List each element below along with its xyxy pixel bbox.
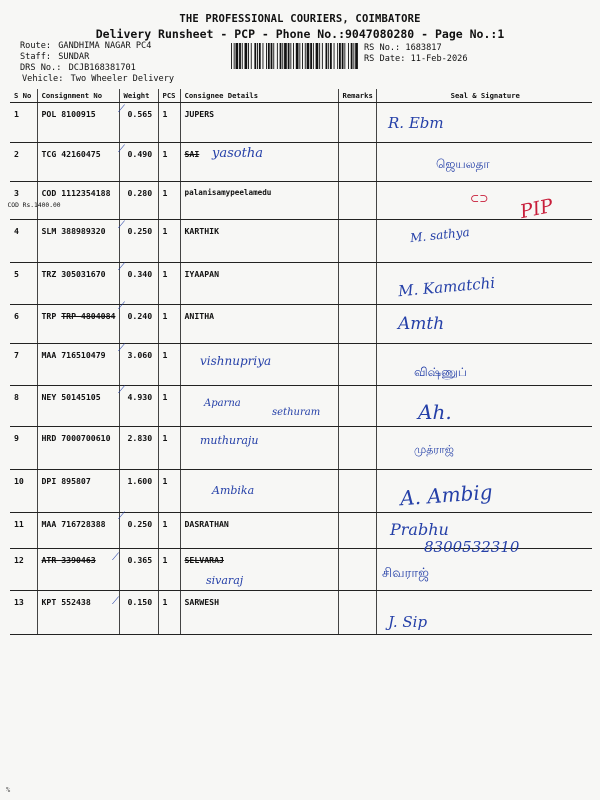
weight-cell: 1.600 — [119, 470, 158, 513]
signature-row-4: M. sathya — [409, 224, 471, 246]
consignment-cell — [7, 182, 119, 220]
signature-row-2: ஜெயலதா — [436, 157, 490, 171]
consignee-cell: JUPERS — [180, 103, 338, 143]
barcode-bar — [319, 43, 320, 69]
consignee-cell: KARTHIK — [180, 220, 338, 263]
barcode-bar — [305, 43, 306, 69]
check-mark-icon: ⟋ — [118, 262, 125, 273]
rs-date-line — [364, 54, 468, 64]
vehicle-value: Two Wheeler Delivery — [70, 74, 175, 84]
weight-cell: 0.280 — [119, 182, 158, 220]
consignment-struck: TRP 4804084 — [61, 311, 116, 321]
barcode-bar — [348, 43, 349, 69]
barcode-bar — [339, 43, 341, 69]
scribble-row-3: ⊂⊃ — [470, 192, 489, 205]
consignee-cell: palanisamypeelamedu — [180, 182, 338, 220]
signature-row-11: Prabhu — [390, 520, 449, 539]
barcode-bar — [290, 43, 291, 69]
barcode-bar — [342, 43, 344, 69]
barcode-bar — [251, 43, 252, 69]
consignee-cell — [180, 427, 338, 470]
sno-cell: 5 — [10, 263, 37, 305]
sno-cell: 12 — [10, 549, 37, 591]
table-row — [10, 263, 592, 305]
col-signature: Seal & Signature — [376, 89, 592, 103]
sno-cell: 9 — [10, 427, 37, 470]
drs-value: DCJB168381701 — [68, 63, 136, 73]
col-weight: Weight — [119, 89, 158, 103]
vehicle-line — [22, 74, 174, 84]
check-mark-icon: ⟋ — [118, 104, 125, 115]
remarks-cell — [338, 344, 376, 386]
check-mark-icon: ⟋ — [118, 511, 125, 522]
remarks-cell — [338, 513, 376, 549]
consignment-cell: ATR 3390463 — [37, 549, 119, 591]
sno-cell: 6 — [10, 305, 37, 344]
route-line — [20, 41, 151, 51]
handwritten-name-row-7: vishnupriya — [200, 354, 272, 368]
route-value: GANDHIMA NAGAR PC4 — [58, 41, 152, 51]
barcode-bar — [307, 43, 310, 69]
signature-row-12: சிவராஜ் — [382, 566, 429, 581]
barcode-bar — [326, 43, 328, 69]
weight-cell: 0.240 — [119, 305, 158, 344]
pcs-cell: 1 — [158, 182, 180, 220]
barcode-bar — [239, 43, 241, 69]
barcode-bar — [337, 43, 338, 69]
weight-cell: 0.365 — [119, 549, 158, 591]
barcode-bar — [334, 43, 335, 69]
signature-row-8: Ah. — [418, 400, 452, 424]
signature-row-5: M. Kamatchi — [397, 273, 496, 301]
weight-cell: 3.060 — [119, 344, 158, 386]
handwritten-phone-row-11: 8300532310 — [424, 538, 520, 556]
consignment-cell: SLM 388989320 — [37, 220, 119, 263]
handwritten-name-row-12: sivaraj — [206, 574, 244, 587]
consignment-cell — [37, 305, 119, 344]
consignment-cell: KPT 552438 — [37, 591, 119, 635]
weight-cell: 0.150 — [119, 591, 158, 635]
signature-row-7: விஷ்ணுப் — [414, 365, 467, 379]
check-mark-icon: ⟋ — [118, 385, 125, 396]
consignee-cell: DASRATHAN — [180, 513, 338, 549]
pcs-cell: 1 — [158, 305, 180, 344]
barcode-bar — [245, 43, 248, 69]
handwritten-name-row-10: Ambika — [212, 484, 255, 497]
check-mark-icon: ⟋ — [118, 301, 125, 312]
barcode-bar — [284, 43, 287, 69]
barcode-bar — [310, 43, 312, 69]
consignee-cell: SELVARAJ — [180, 549, 338, 591]
vehicle-label: Vehicle: — [22, 74, 64, 84]
barcode-bar — [257, 43, 258, 69]
pcs-cell: 1 — [158, 549, 180, 591]
barcode-bar — [234, 43, 235, 69]
remarks-cell — [338, 220, 376, 263]
col-consignee: Consignee Details — [180, 89, 338, 103]
barcode-bar — [330, 43, 332, 69]
consignment-cell: TCG 42160475 — [37, 143, 119, 182]
barcode-bar — [259, 43, 261, 69]
barcode-bar — [302, 43, 303, 69]
table-row — [10, 103, 592, 143]
barcode-bar — [344, 43, 345, 69]
barcode-bar — [277, 43, 278, 69]
pcs-cell: 1 — [158, 220, 180, 263]
remarks-cell — [338, 143, 376, 182]
barcode-bar — [355, 43, 358, 69]
handwritten-name-row-2: yasotha — [212, 146, 263, 161]
barcode-bar — [313, 43, 314, 69]
weight-cell: 0.340 — [119, 263, 158, 305]
table-row — [10, 386, 592, 427]
pcs-cell: 1 — [158, 470, 180, 513]
check-mark-icon: ⟋ — [112, 552, 119, 563]
route-label: Route: — [20, 41, 52, 51]
sno-cell: 3 — [10, 182, 37, 220]
sno-cell: 4 — [10, 220, 37, 263]
remarks-cell — [338, 470, 376, 513]
barcode-bar — [254, 43, 256, 69]
consignment-cell: MAA 716728388 — [37, 513, 119, 549]
pcs-cell: 1 — [158, 263, 180, 305]
pcs-cell: 1 — [158, 143, 180, 182]
pcs-cell: 1 — [158, 591, 180, 635]
staff-line — [20, 52, 89, 62]
col-consignment: Consignment No — [37, 89, 119, 103]
table-row — [10, 427, 592, 470]
drs-line — [20, 63, 136, 73]
consignee-cell: ANITHA — [180, 305, 338, 344]
barcode-bar — [263, 43, 264, 69]
barcode-bar — [231, 43, 232, 69]
remarks-cell — [338, 427, 376, 470]
barcode-bar — [280, 43, 282, 69]
col-sno: S No — [10, 89, 37, 103]
remarks-cell — [338, 386, 376, 427]
table-header-row — [10, 89, 592, 103]
barcode-bar — [288, 43, 290, 69]
weight-cell: 4.930 — [119, 386, 158, 427]
barcode-bar — [296, 43, 299, 69]
sno-cell: 8 — [10, 386, 37, 427]
signature-row-13: J. Sip — [388, 613, 428, 631]
barcode-bar — [353, 43, 354, 69]
barcode-bar — [328, 43, 329, 69]
consignee-cell: SAI — [180, 143, 338, 182]
check-mark-icon: ⟋ — [118, 220, 125, 231]
barcode-bar — [351, 43, 353, 69]
signature-row-10: A. Ambig — [399, 479, 494, 511]
staff-value: SUNDAR — [58, 52, 90, 62]
remarks-cell — [338, 182, 376, 220]
table-row — [10, 470, 592, 513]
table-row — [10, 182, 592, 220]
pcs-cell: 1 — [158, 513, 180, 549]
rs-date-label: RS Date: — [364, 54, 406, 64]
consignment-cell: HRD 7000700610 — [37, 427, 119, 470]
rs-no-value: 1683817 — [405, 43, 442, 53]
check-mark-icon: ⟋ — [118, 343, 125, 354]
sno-cell: 2 — [10, 143, 37, 182]
consignee-cell — [180, 470, 338, 513]
barcode-bar — [282, 43, 283, 69]
pcs-cell: 1 — [158, 386, 180, 427]
remarks-cell — [338, 591, 376, 635]
consignee-cell: IYAAPAN — [180, 263, 338, 305]
handwritten-name-row-9: muthuraju — [200, 434, 259, 447]
col-pcs: PCS — [158, 89, 180, 103]
barcode-bar — [273, 43, 274, 69]
weight-cell: 0.565 — [119, 103, 158, 143]
barcode — [230, 43, 358, 69]
barcode-bar — [271, 43, 273, 69]
pcs-cell: 1 — [158, 344, 180, 386]
barcode-bar — [248, 43, 249, 69]
barcode-bar — [316, 43, 319, 69]
weight-cell: 2.830 — [119, 427, 158, 470]
remarks-cell — [338, 549, 376, 591]
barcode-bar — [242, 43, 243, 69]
remarks-cell — [338, 263, 376, 305]
check-mark-icon: ⟋ — [112, 596, 119, 607]
rs-date-value: 11-Feb-2026 — [410, 54, 468, 64]
sno-cell: 13 — [10, 591, 37, 635]
table-row — [10, 220, 592, 263]
barcode-bar — [322, 43, 323, 69]
barcode-bar — [299, 43, 300, 69]
rs-no-label: RS No.: — [364, 43, 401, 53]
signature-row-9: முத்ராஜ் — [414, 443, 454, 456]
handwritten-name-row-8b: sethuram — [272, 407, 321, 418]
consignment-cell: DPI 895807 — [37, 470, 119, 513]
col-remarks: Remarks — [338, 89, 376, 103]
remarks-cell — [338, 103, 376, 143]
runsheet-title: Delivery Runsheet - PCP - Phone No.:9047080280 - Page No.:1 — [95, 27, 505, 41]
drs-label: DRS No.: — [20, 63, 62, 73]
staff-label: Staff: — [20, 52, 52, 62]
table-row — [10, 591, 592, 635]
consignment-cell: NEY 50145105 — [37, 386, 119, 427]
signature-cell — [376, 386, 592, 427]
check-mark-icon: ⟋ — [118, 144, 125, 155]
rs-no-line — [364, 43, 442, 53]
weight-cell: 0.250 — [119, 220, 158, 263]
sno-cell: 7 — [10, 344, 37, 386]
table-row — [10, 344, 592, 386]
weight-cell: 0.490 — [119, 143, 158, 182]
remarks-cell — [338, 305, 376, 344]
consignment-prefix: TRP — [41, 311, 62, 321]
signature-cell — [376, 427, 592, 470]
barcode-bar — [236, 43, 239, 69]
corner-mark: % — [6, 786, 11, 794]
signature-cell — [376, 220, 592, 263]
barcode-bar — [293, 43, 294, 69]
sno-cell: 10 — [10, 470, 37, 513]
handwritten-name-row-8a: Aparna — [204, 398, 241, 409]
barcode-bar — [266, 43, 267, 69]
signature-row-1: R. Ebm — [388, 114, 444, 132]
table-row — [10, 305, 592, 344]
consignment-cell: MAA 716510479 — [37, 344, 119, 386]
pcs-cell: 1 — [158, 103, 180, 143]
sno-cell: 11 — [10, 513, 37, 549]
sno-cell: 1 — [10, 103, 37, 143]
consignee-cell: SARWESH — [180, 591, 338, 635]
signature-cell — [376, 344, 592, 386]
signature-row-6: Amth — [398, 314, 445, 334]
consignment-cell: TRZ 305031670 — [37, 263, 119, 305]
consignment-cell: POL 8100915 — [37, 103, 119, 143]
weight-cell: 0.250 — [119, 513, 158, 549]
pcs-cell: 1 — [158, 427, 180, 470]
consignment-value: COD 1112354188 — [41, 188, 111, 198]
table-row — [10, 143, 592, 182]
barcode-bar — [268, 43, 270, 69]
cod-amount: COD Rs.1400.00 — [7, 202, 61, 209]
company-name: THE PROFESSIONAL COURIERS, COIMBATORE — [179, 13, 421, 25]
signature-row-3: PIP — [518, 194, 556, 224]
